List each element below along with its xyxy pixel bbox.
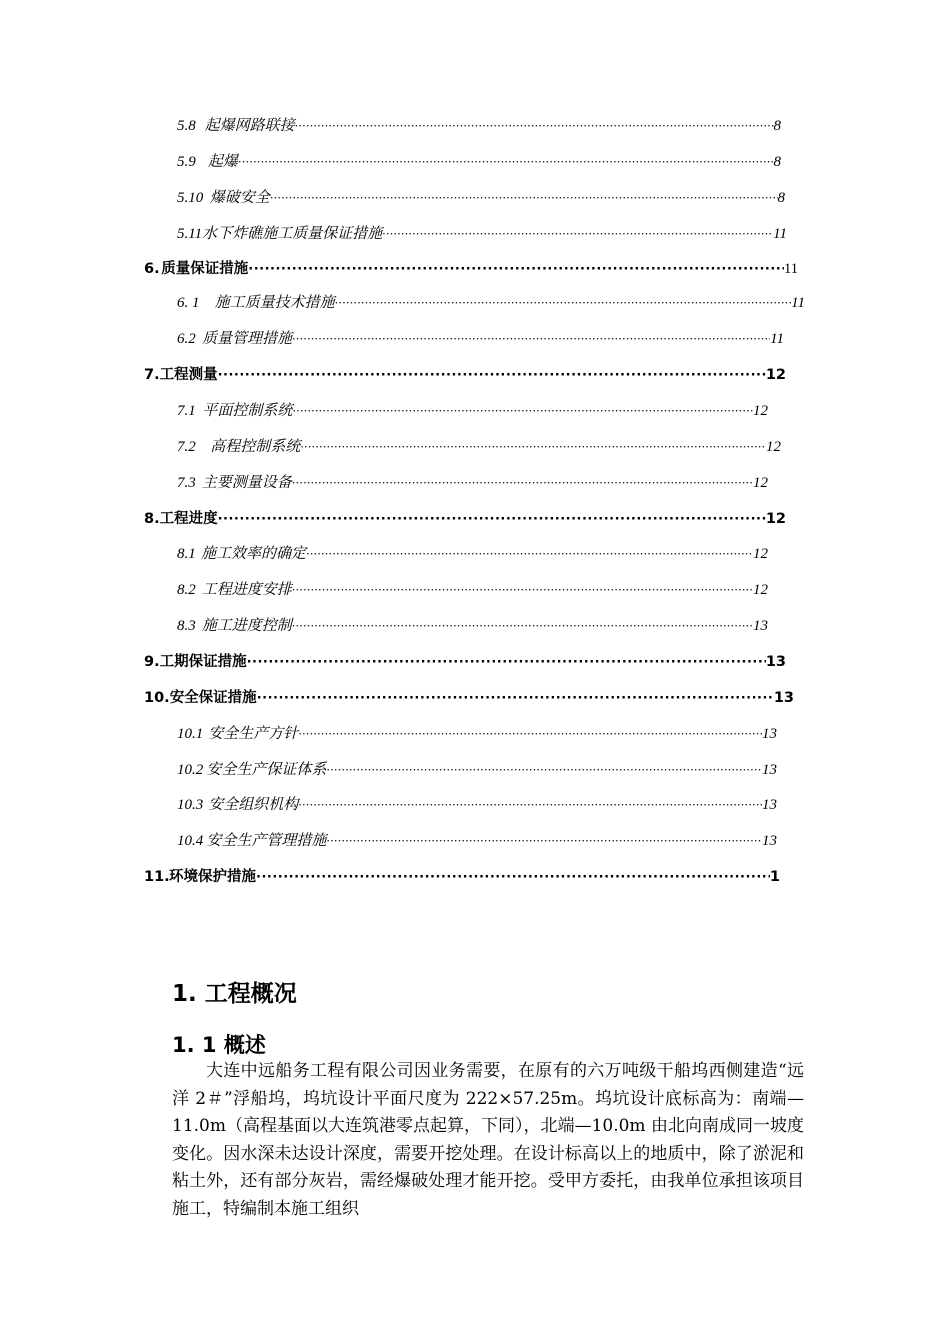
toc-entry-page: 13 (773, 690, 794, 706)
toc-leader-dots (247, 651, 766, 674)
section-heading: 1. 工程概况 (172, 981, 297, 1007)
toc-leader-dots (300, 435, 766, 459)
toc-leader-dots (292, 399, 753, 423)
toc-entry-page: 8 (773, 118, 781, 134)
toc-entry[interactable] (177, 829, 777, 853)
toc-entry-title: 高程控制系统 (210, 439, 301, 455)
toc-entry-title: 施工进度控制 (201, 618, 292, 634)
toc-entry-title: 安全保证措施 (169, 690, 257, 706)
toc-entry[interactable] (177, 150, 781, 174)
toc-leader-dots (292, 614, 753, 638)
toc-entry-number: 5.10 (177, 190, 204, 206)
toc-entry-page: 13 (765, 654, 786, 670)
body-paragraph: 大连中远船务工程有限公司因业务需要，在原有的六万吨级干船坞西侧建造“远洋 2＃”浮船坞，坞坑设计平面尺度为 222×57.25m。坞坑设计底标高为：南端—11.0m（高程基面以大连筑港零点起算，下同），北端—10.0m 由北向南成同一坡度变化。因水深未达设计深度，需要开挖处理。在设计标高以上的地质中，除了淤泥和粘土外，还有部分灰岩，需经爆破处理才能开挖。受甲方委托，由我单位承担该项目施工，特编制本施工组织 (172, 1061, 804, 1219)
toc-entry-title: 工期保证措施 (159, 654, 247, 670)
toc-entry-number: 10.4 (177, 833, 204, 849)
toc-leader-dots (292, 471, 753, 495)
toc-leader-dots (326, 829, 762, 853)
toc-entry[interactable] (177, 222, 787, 246)
section-subheading: 1. 1 概述 (172, 1033, 266, 1057)
toc-entry-page: 12 (753, 582, 768, 598)
toc-leader-dots (218, 364, 766, 387)
toc-entry[interactable] (177, 722, 777, 746)
toc-entry-title: 质量管理措施 (201, 331, 292, 347)
toc-entry-page: 12 (753, 403, 768, 419)
toc-entry-number: 5.11 (177, 226, 203, 242)
toc-entry-title: 施工效率的确定 (200, 546, 306, 562)
toc-entry[interactable] (144, 257, 798, 281)
toc-entry-number: 9. (144, 654, 160, 670)
toc-leader-dots (292, 327, 770, 351)
toc-entry-title: 主要测量设备 (201, 475, 292, 491)
toc-entry[interactable] (177, 114, 781, 138)
toc-entry[interactable] (177, 578, 768, 602)
toc-leader-dots (292, 578, 753, 602)
toc-entry-title: 平面控制系统 (202, 403, 293, 419)
toc-entry[interactable] (144, 650, 786, 674)
toc-leader-dots (218, 508, 766, 531)
toc-entry-number: 7.2 (177, 439, 196, 455)
toc-entry-number: 8.3 (177, 618, 196, 634)
toc-entry-title: 爆破安全 (209, 190, 270, 206)
toc-entry-number: 7.1 (177, 403, 196, 419)
toc-entry-title: 安全生产方针 (208, 726, 299, 742)
toc-entry[interactable] (144, 363, 786, 387)
toc-entry[interactable] (177, 793, 777, 817)
toc-entry[interactable] (177, 435, 781, 459)
toc-entry[interactable] (177, 291, 805, 315)
toc-entry-title: 工程进度安排 (201, 582, 292, 598)
toc-entry-number: 10.1 (177, 726, 204, 742)
toc-entry[interactable] (177, 758, 777, 782)
toc-entry[interactable] (144, 686, 794, 710)
toc-entry-number: 7. (144, 367, 160, 383)
toc-entry-page: 11 (770, 331, 784, 347)
toc-entry-number: 8.2 (177, 582, 196, 598)
toc-entry-page: 1 (769, 869, 780, 885)
toc-entry-title: 工程进度 (159, 511, 218, 527)
toc-entry-number: 5.8 (177, 118, 196, 134)
toc-entry-page: 8 (773, 154, 781, 170)
toc-leader-dots (306, 542, 753, 566)
toc-leader-dots (238, 150, 774, 174)
toc-leader-dots (257, 687, 774, 710)
toc-entry-page: 11 (784, 261, 798, 277)
toc-leader-dots (270, 186, 778, 210)
toc-entry-number: 8. (144, 511, 160, 527)
toc-entry-number: 6.2 (177, 331, 196, 347)
toc-leader-dots (298, 722, 762, 746)
toc-entry-page: 13 (762, 797, 777, 813)
toc-entry-number: 5.9 (177, 154, 196, 170)
toc-entry-page: 12 (753, 546, 768, 562)
toc-entry-number: 10.3 (177, 797, 204, 813)
toc-entry-title: 安全生产保证体系 (206, 762, 327, 778)
toc-entry[interactable] (144, 507, 786, 531)
toc-entry[interactable] (177, 614, 768, 638)
toc-entry-number: 6. 1 (177, 295, 200, 311)
toc-entry-page: 13 (762, 762, 777, 778)
toc-entry[interactable] (177, 542, 768, 566)
toc-entry-page: 12 (766, 439, 781, 455)
toc-leader-dots (295, 114, 774, 138)
toc-entry-page: 8 (777, 190, 785, 206)
toc-entry-page: 13 (762, 726, 777, 742)
toc-entry-number: 11. (144, 869, 170, 885)
toc-leader-dots (382, 222, 773, 246)
toc-entry-title: 水下炸礁施工质量保证措施 (202, 226, 383, 242)
toc-leader-dots (298, 793, 762, 817)
toc-entry-title: 起爆网路联接 (204, 118, 295, 134)
toc-entry[interactable] (177, 327, 784, 351)
toc-entry-title: 环境保护措施 (169, 869, 256, 885)
toc-leader-dots (335, 291, 791, 315)
toc-entry-title: 起爆 (207, 154, 238, 170)
toc-entry-number: 10. (144, 690, 170, 706)
toc-entry[interactable] (177, 399, 768, 423)
toc-entry-page: 13 (762, 833, 777, 849)
toc-entry[interactable] (177, 186, 785, 210)
toc-entry-page: 12 (765, 511, 786, 527)
toc-entry-page: 12 (753, 475, 768, 491)
toc-entry-number: 7.3 (177, 475, 196, 491)
toc-leader-dots (326, 758, 762, 782)
toc-entry-number: 6. (144, 261, 160, 277)
toc-entry-page: 13 (753, 618, 768, 634)
toc-entry-page: 12 (765, 367, 786, 383)
toc-entry-number: 10.2 (177, 762, 204, 778)
toc-entry-page: 11 (773, 226, 787, 242)
toc-entry-title: 安全生产管理措施 (206, 833, 327, 849)
toc-entry[interactable] (144, 865, 780, 889)
toc-entry-title: 施工质量技术措施 (214, 295, 335, 311)
toc-entry-number: 8.1 (177, 546, 196, 562)
toc-entry-page: 11 (791, 295, 805, 311)
toc-entry[interactable] (177, 471, 768, 495)
toc-entry-title: 质量保证措施 (161, 261, 249, 277)
toc-entry-title: 安全组织机构 (208, 797, 299, 813)
toc-leader-dots (248, 258, 784, 281)
toc-entry-title: 工程测量 (159, 367, 218, 383)
toc-leader-dots (256, 866, 770, 889)
